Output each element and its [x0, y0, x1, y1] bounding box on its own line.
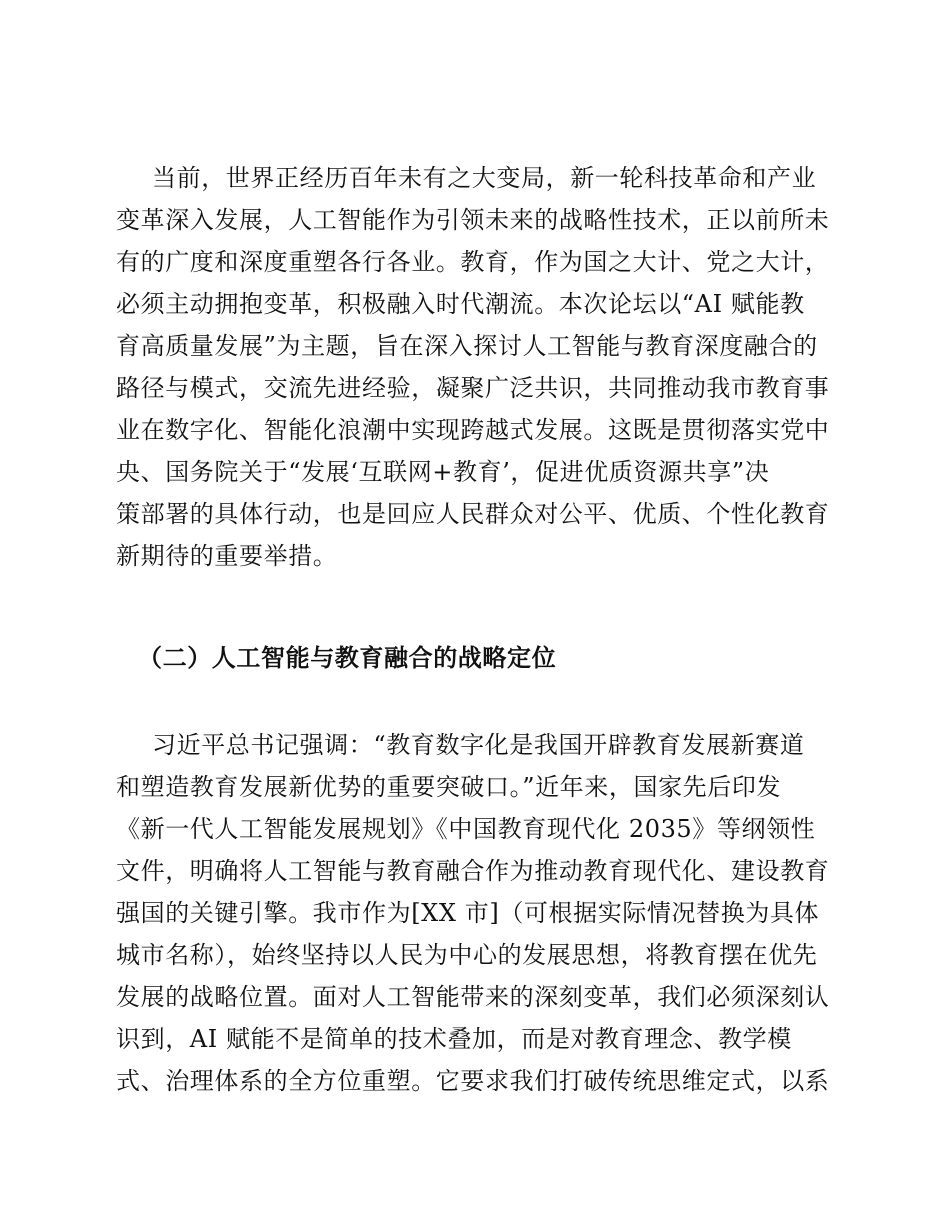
paragraph-1-line: 新期待的重要举措。 — [116, 542, 338, 570]
section-heading: （二）人工智能与教育融合的战略定位 — [138, 644, 557, 672]
paragraph-1-line: 策部署的具体行动，也是回应人民群众对公平、优质、个性化教育 — [116, 500, 830, 528]
paragraph-2-line: 识到，AI 赋能不是简单的技术叠加，而是对教育理念、教学模 — [116, 1025, 792, 1053]
paragraph-1-line: 央、国务院关于“发展‘互联网+教育’，促进优质资源共享”决 — [116, 458, 770, 486]
paragraph-2-line: 习近平总书记强调：“教育数字化是我国开辟教育发展新赛道 — [152, 731, 805, 759]
paragraph-2-line: 《新一代人工智能发展规划》《中国教育现代化 2035》等纲领性 — [116, 815, 816, 843]
paragraph-2-line: 强国的关键引擎。我市作为[XX 市]（可根据实际情况替换为具体 — [116, 899, 820, 927]
paragraph-1-line: 必须主动拥抱变革，积极融入时代潮流。本次论坛以“AI 赋能教 — [116, 290, 805, 318]
paragraph-2-line: 城市名称），始终坚持以人民为中心的发展思想，将教育摆在优先 — [116, 941, 818, 969]
paragraph-2-line: 发展的战略位置。面对人工智能带来的深刻变革，我们必须深刻认 — [116, 983, 830, 1011]
paragraph-2-line: 和塑造教育发展新优势的重要突破口。”近年来，国家先后印发 — [116, 773, 782, 801]
paragraph-1-line: 当前，世界正经历百年未有之大变局，新一轮科技革命和产业 — [152, 164, 817, 192]
paragraph-2-line: 文件，明确将人工智能与教育融合作为推动教育现代化、建设教育 — [116, 857, 830, 885]
paragraph-1-line: 变革深入发展，人工智能作为引领未来的战略性技术，正以前所未 — [116, 206, 830, 234]
paragraph-1-line: 路径与模式，交流先进经验，凝聚广泛共识，共同推动我市教育事 — [116, 374, 830, 402]
paragraph-1-line: 育高质量发展”为主题，旨在深入探讨人工智能与教育深度融合的 — [116, 332, 818, 360]
paragraph-1-line: 有的广度和深度重塑各行各业。教育，作为国之大计、党之大计， — [116, 248, 830, 276]
paragraph-1-line: 业在数字化、智能化浪潮中实现跨越式发展。这既是贯彻落实党中 — [116, 416, 830, 444]
paragraph-2-line: 式、治理体系的全方位重塑。它要求我们打破传统思维定式，以系 — [116, 1067, 830, 1095]
